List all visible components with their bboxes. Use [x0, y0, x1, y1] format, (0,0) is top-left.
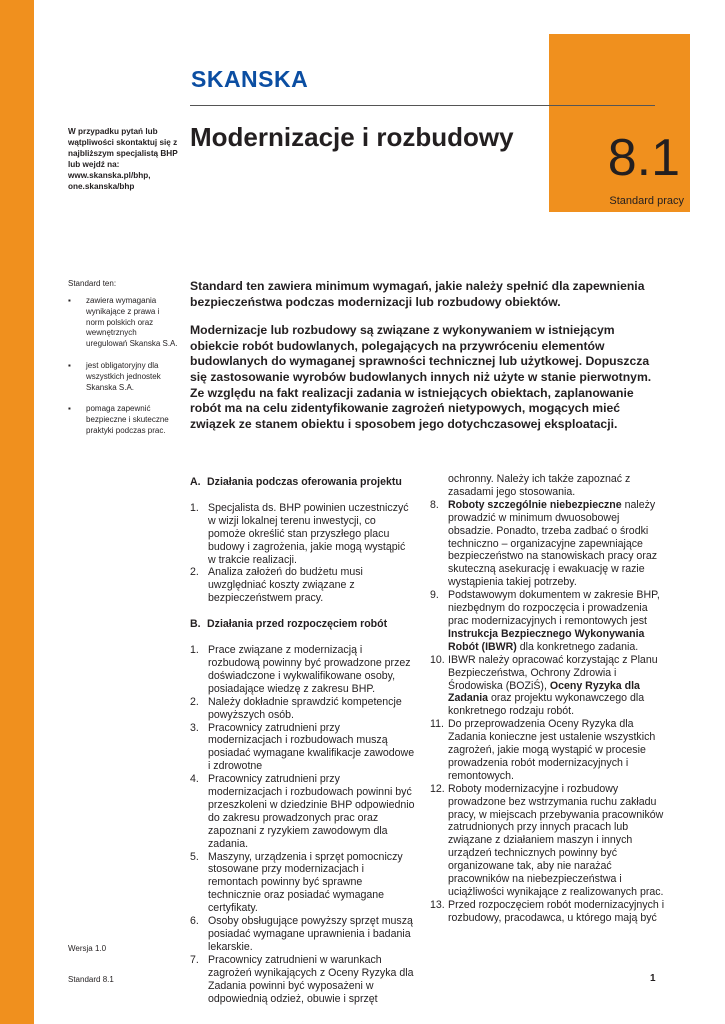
list-item: 11. Do przeprowadzenia Oceny Ryzyka dla Zadania konieczne jest ustalenie wszystkich zagrożeń, jakie mogą wystąpić w procesie prowadzenia robót modernizacyjnych i remontowych. — [430, 718, 656, 782]
list-item: 13. Przed rozpoczęciem robót modernizacyjnych i rozbudowy, pracodawca, u którego mają być — [430, 898, 665, 924]
list-item-continuation: ochronny. Należy ich także zapoznać z zasadami jego stosowania. — [448, 473, 631, 498]
sidebar-intro: Standard ten: — [68, 279, 117, 288]
section-heading: A. Działania podczas oferowania projektu — [190, 476, 402, 488]
list-item: 5. Maszyny, urządzenia i sprzęt pomocniczy stosowane przy modernizacjach i remontach powinny być sprawne technicznie oraz posiadać wymagane certyfikaty. — [190, 850, 403, 915]
content-column-left — [190, 476, 415, 1005]
footer-standard: Standard 8.1 — [68, 975, 114, 984]
section-heading: B. Działania przed rozpoczęciem robót — [190, 618, 388, 631]
list-item: 1. Prace związane z modernizacją i rozbudową powinny być prowadzone przez doświadczone i wykwalifikowane osoby, posiadające wiedzę z zakresu BHP. — [190, 644, 411, 695]
list-item: 3. Pracownicy zatrudnieni przy modernizacjach i rozbudowach muszą posiadać wymagane kwalifikacje zawodowe i zdrowotne — [190, 721, 415, 773]
left-accent-stripe — [0, 0, 34, 1024]
list-item: 4. Pracownicy zatrudnieni przy modernizacjach i rozbudowach powinni być przeszkoleni w dziedzinie BHP odpowiednio do zakresu prowadzonych prac oraz zapoznani z ryzykiem zawodowym dla zadania. — [190, 773, 415, 850]
list-item: 1. Specjalista ds. BHP powinien uczestniczyć w wizji lokalnej terenu inwestycji, co pomoże określić stan przyszłego placu budowy i zagrożenia, jakie mogą wystąpić w trakcie realizacji. — [190, 501, 409, 566]
list-item: 2. Należy dokładnie sprawdzić kompetencje powyższych osób. — [190, 695, 402, 721]
list-item: 9. Podstawowym dokumentem w zakresie BHP, niezbędnym do rozpoczęcia i prowadzenia prac modernizacyjnych i remontowych jest Instrukcja Bezpiecznego Wykonywania Robót (IBWR) dla konkretnego zadania. — [430, 589, 660, 653]
list-item: 12. Roboty modernizacyjne i rozbudowy prowadzone bez wstrzymania ruchu zakładu pracy, w miejscach przebywania pracowników zatrudnionych przy innych pracach lub związane z działaniem maszyn i innych urządzeń technicznych powinny być organizowane tak, aby nie narażać pracowników na niebezpieczeństwa i uciążliwości wynikające z realizowanych prac. — [430, 782, 664, 898]
list-item: 7. Pracownicy zatrudnieni w warunkach zagrożeń wynikających z Oceny Ryzyka dla Zadania powinni być wyposażeni w odpowiednią odzież, obuwie i sprzęt — [190, 953, 414, 1005]
sidebar-item: ▪ zawiera wymagania wynikające z prawa i norm polskich oraz wewnętrznych uregulowań Skanska S.A. — [68, 296, 178, 349]
page-title: Modernizacje i rozbudowy — [190, 122, 514, 152]
bullet-icon: ▪ — [68, 404, 71, 414]
page-number: 1 — [650, 973, 656, 984]
intro-text — [190, 279, 665, 445]
version-label: Wersja 1.0 — [68, 944, 107, 953]
sidebar-list — [68, 296, 178, 448]
intro-paragraph: Modernizacje lub rozbudowy są związane z wykonywaniem w istniejącym obiekcie robót budowlanych, polegających na przywróceniu elementów budowlanych do wymaganej sprawności technicznej lub użytkowej. Dopuszcza się zastosowanie wyrobów budowlanych innych niż użyte w stanie pierwotnym. Ze względu na fakt realizacji zadania w istniejących obiektach, zaplanowanie robót ma na celu zidentyfikowanie zagrożeń nietypowych, mogących mieć związek ze stanem obiektu i sposobem jego dotychczasowej eksploatacji. — [190, 323, 652, 431]
content-column-right — [430, 473, 665, 925]
list-item: 6. Osoby obsługujące powyższy sprzęt muszą posiadać wymagane uprawnienia i badania lekarskie. — [190, 915, 413, 953]
bullet-icon: ▪ — [68, 360, 71, 370]
skanska-logo: SKANSKA — [191, 66, 309, 92]
sidebar-item: ▪ jest obligatoryjny dla wszystkich jednostek Skanska S.A. — [68, 360, 161, 392]
list-item: 8. Roboty szczególnie niebezpieczne należy prowadzić w minimum dwuosobowej obsadzie. Ponadto, trzeba zadbać o środki techniczno – organizacyjne zapewniające bezpieczeństwo na stanowiskach pracy oraz skuteczną asekurację i ewakuację w razie wystąpienia takiej potrzeby. — [430, 498, 658, 589]
contact-note: W przypadku pytań lub wątpliwości skontaktuj się z najbliższym specjalistą BHP lub wejdź na: www.skanska.pl/bhp, one.skanska/bhp — [68, 127, 178, 191]
header-divider — [190, 105, 655, 106]
standard-badge — [549, 34, 690, 212]
list-item: 2. Analiza założeń do budżetu musi uwzględniać koszty związane z bezpieczeństwem pracy. — [190, 566, 363, 605]
bullet-icon: ▪ — [68, 296, 71, 305]
sidebar-item: ▪ pomaga zapewnić bezpieczne i skuteczne praktyki podczas prac. — [68, 404, 169, 435]
list-item: 10. IBWR należy opracować korzystając z Planu Bezpieczeństwa, Ochrony Zdrowia i Środowiska (BOZiŚ), Oceny Ryzyka dla Zadania oraz projektu wykonawczego dla konkretnego rodzaju robót. — [430, 653, 658, 718]
standard-number: 8.1 — [607, 129, 680, 187]
standard-label: Standard pracy — [609, 195, 684, 207]
intro-paragraph: Standard ten zawiera minimum wymagań, jakie należy spełnić dla zapewnienia bezpieczeństwa podczas modernizacji lub rozbudowy obiektów. — [190, 279, 645, 309]
